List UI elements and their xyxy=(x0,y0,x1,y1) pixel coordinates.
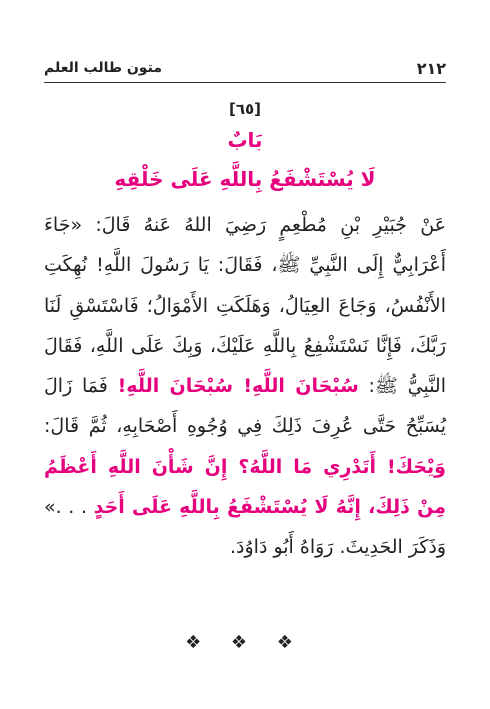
chapter-label: بَابٌ xyxy=(227,128,263,152)
page-header xyxy=(44,56,446,80)
hadith-text-part-1: عَنْ جُبَيْرِ بْنِ مُطْعِمٍ رَضِيَ اللهُ عَنهُ قَالَ: «جَاءَ أَعْرَابِيٌّ إِلَى النَّبِيِّ ﷺ، فَقَالَ: يَا رَسُولَ اللَّهِ! نُهِكَتِ الأَنْفُسُ، وَجَاعَ العِيَالُ، وَهَلَكَتِ الأَمْوَالُ؛ فَاسْتَسْقِ لَنَا رَبَّكَ، فَإِنَّا نَسْتَشْفِعُ بِاللَّهِ عَلَيْكَ، وَبِكَ عَلَى اللَّهِ، فَقَالَ النَّبِيُّ ﷺ: xyxy=(44,214,446,398)
hadith-highlight-2: وَيْحَكَ! أَتَدْرِي مَا اللَّهُ؟ إِنَّ شَأْنَ اللَّهِ أَعْظَمُ مِنْ ذَلِكَ، إِنَّهُ لَا يُسْتَشْفَعُ بِاللَّهِ عَلَى أَحَدٍ xyxy=(44,455,446,519)
hadith-text-part-3: . . .» وَذَكَرَ الحَدِيثَ. رَوَاهُ أَبُو دَاوُدَ. xyxy=(44,496,446,559)
section-ornament: ❖ ❖ ❖ xyxy=(185,632,305,653)
header-rule xyxy=(44,82,446,83)
book-title: متون طالب العلم xyxy=(44,60,163,76)
chapter-title: لَا يُسْتَشْفَعُ بِاللَّهِ عَلَى خَلْقِهِ xyxy=(114,167,376,191)
hadith-number: [٦٥] xyxy=(228,100,262,118)
hadith-highlight-1: سُبْحَانَ اللَّهِ! سُبْحَانَ اللَّهِ! xyxy=(117,375,359,398)
hadith-text-part-2: فَمَا زَالَ يُسَبِّحُ حَتَّى عُرِفَ ذَلِكَ فِي وُجُوهِ أَصْحَابِهِ، ثُمَّ قَالَ: xyxy=(44,375,446,438)
hadith-text xyxy=(44,205,446,568)
page-number: ٢١٢ xyxy=(416,58,446,78)
